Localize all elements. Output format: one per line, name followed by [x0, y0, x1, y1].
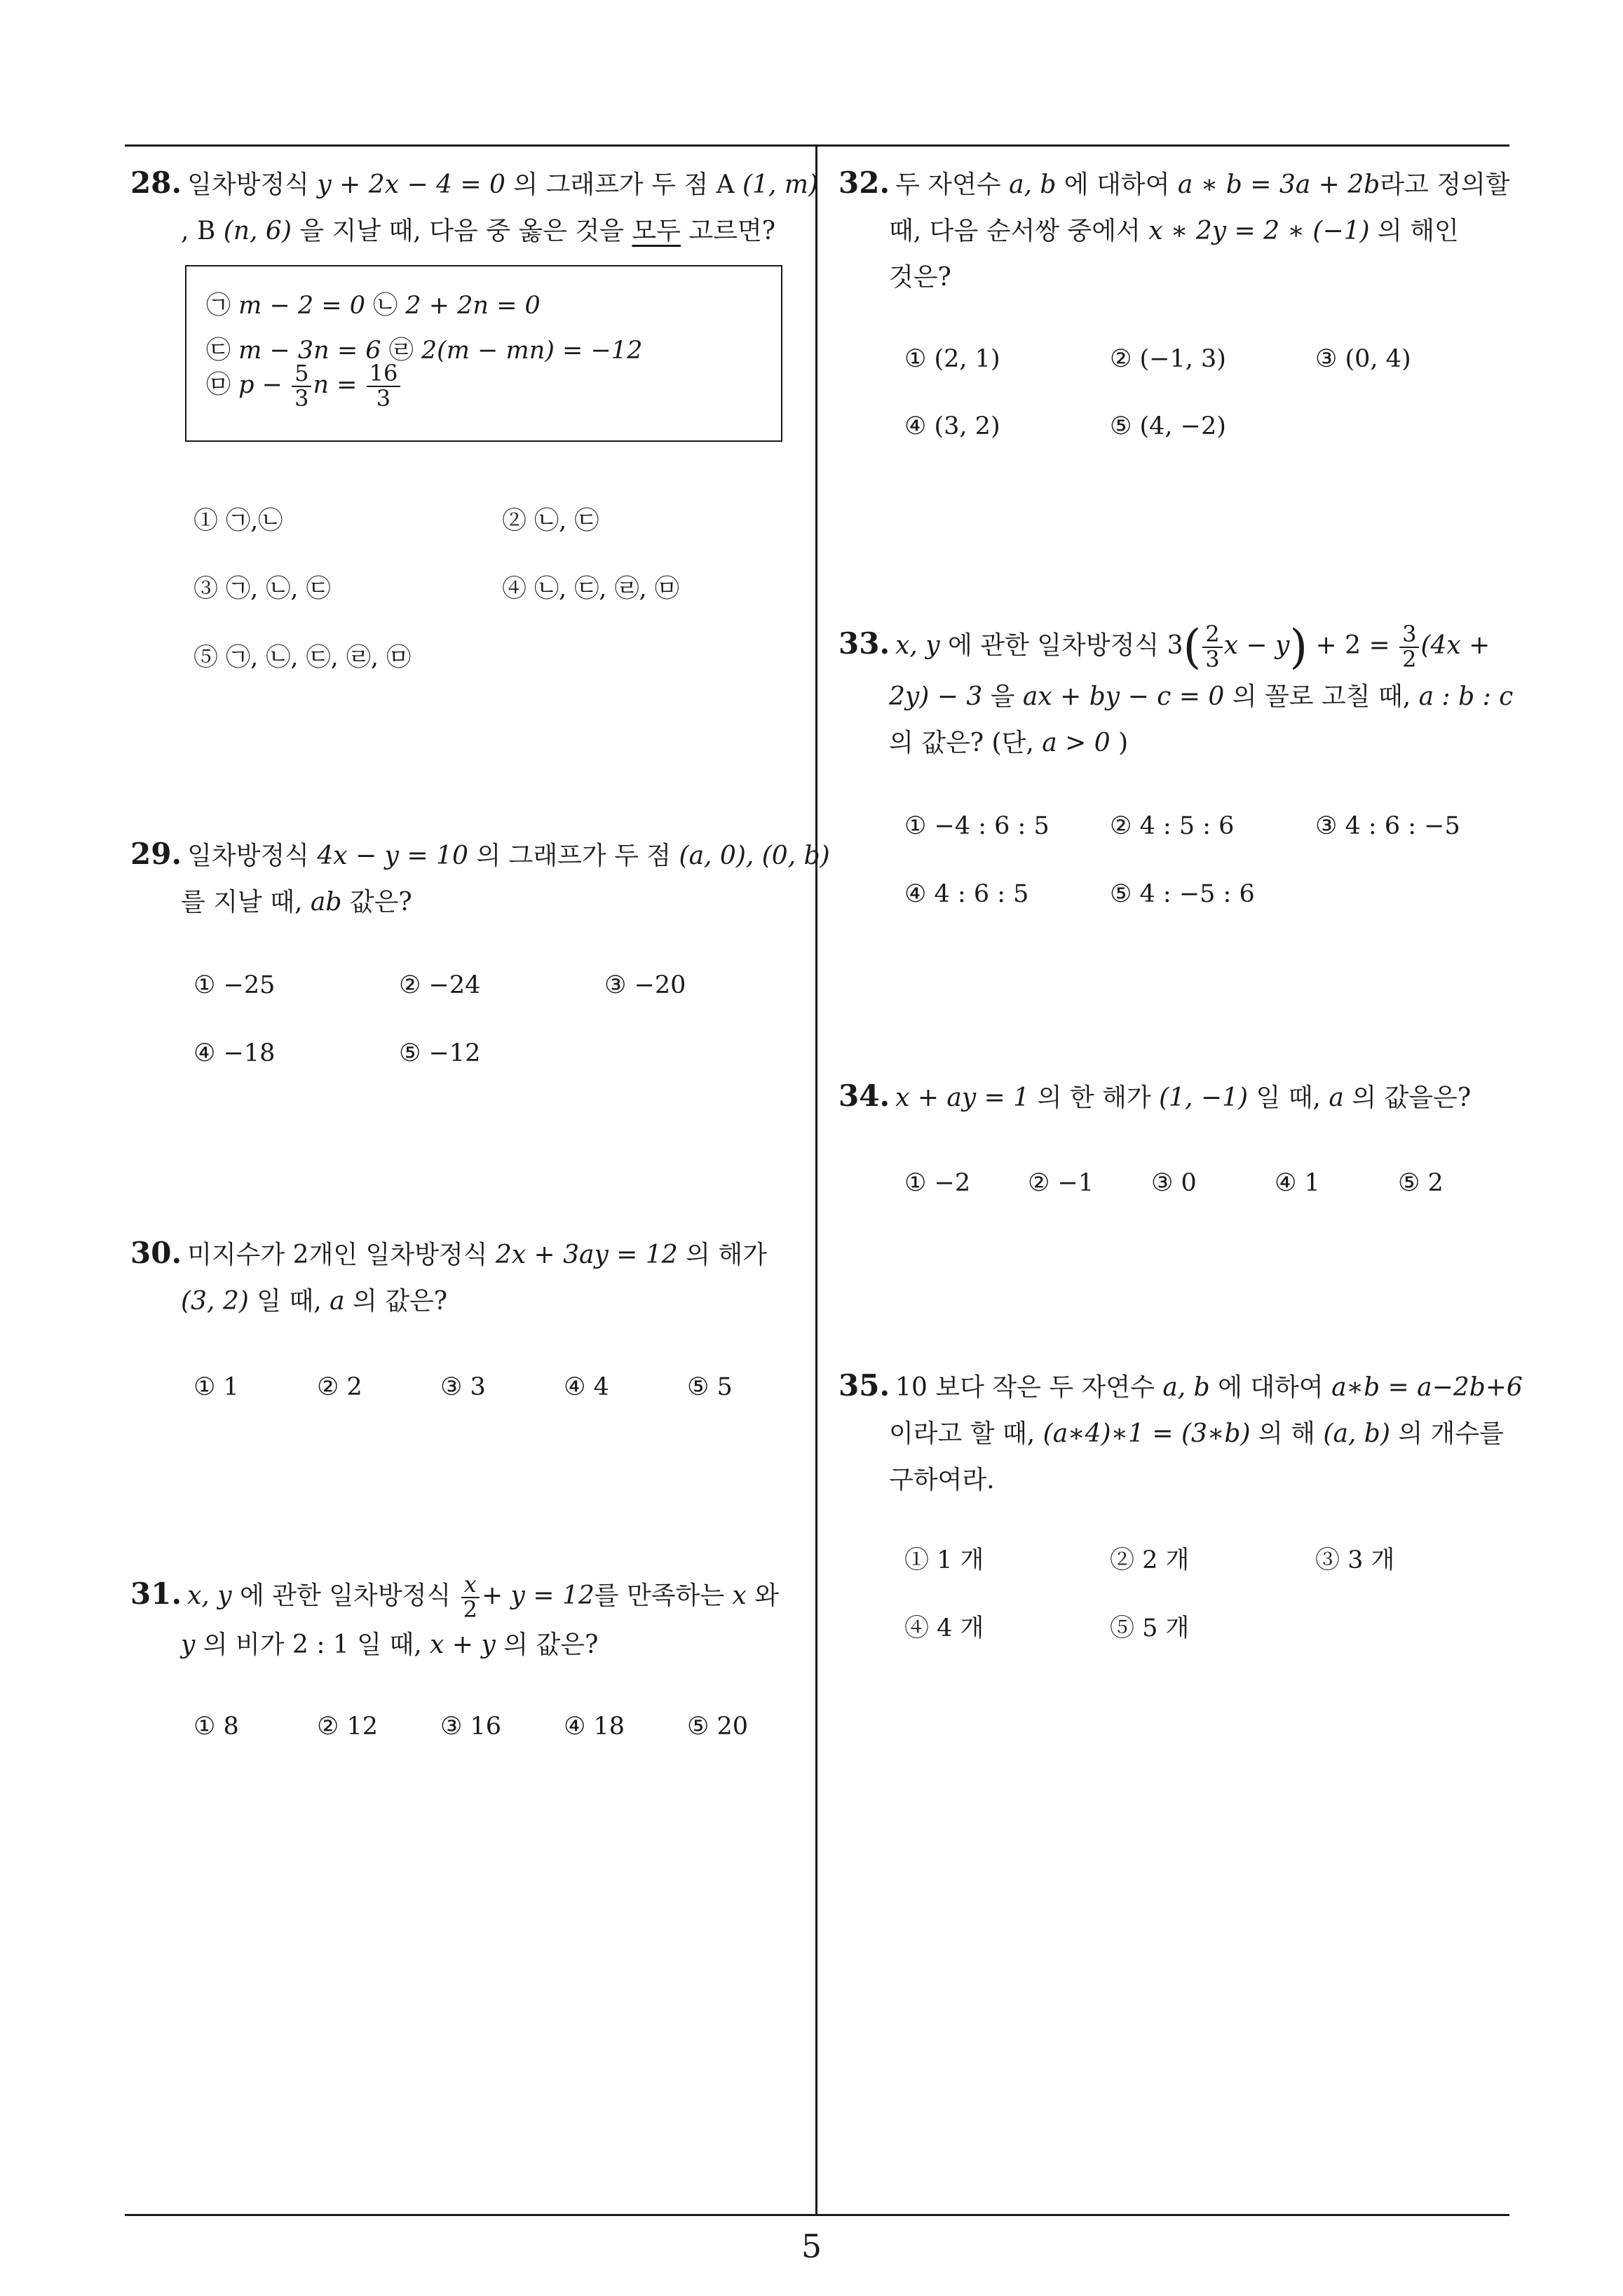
choice-4[interactable]: ④ 4	[564, 1373, 609, 1401]
choice-4[interactable]: ④ 4 : 6 : 5	[904, 880, 1029, 908]
choice-4[interactable]: ④ 4 개	[904, 1614, 984, 1642]
statement-row: ㉤ p − $\frac{5}{3}$ n = $\frac{16}{3}$	[206, 362, 402, 410]
choice-2[interactable]: ② 2	[317, 1373, 362, 1401]
choice-1[interactable]: ① ㉠,㉡	[193, 507, 283, 535]
choice-2[interactable]: ② ㉡, ㉢	[502, 507, 599, 535]
question-30: 30. 미지수가 2개인 일차방정식 2x + 3ay = 12 의 해가 (3, 2) 일 때, a 의 값은?	[130, 1236, 767, 1316]
question-28: 28. 일차방정식 y + 2x − 4 = 0 의 그래프가 두 점 A (1, m) , B (n, 6) 을 지날 때, 다음 중 옳은 것을 모두 고르면?	[130, 166, 819, 245]
choice-5[interactable]: ⑤ 5	[687, 1373, 733, 1401]
statement-row: ㉠ m − 2 = 0 ㉡ 2 + 2n = 0	[206, 292, 541, 320]
choice-5[interactable]: ⑤ ㉠, ㉡, ㉢, ㉣, ㉤	[193, 644, 412, 672]
choice-5[interactable]: ⑤ 5 개	[1110, 1614, 1190, 1642]
question-number: 29.	[130, 837, 182, 871]
question-34: 34. x + ay = 1 의 한 해가 (1, −1) 일 때, a 의 값을은?	[838, 1079, 1472, 1113]
choice-5[interactable]: ⑤ 2	[1398, 1169, 1444, 1197]
emphasis-underline: 모두	[632, 217, 681, 245]
question-31: 31. x, y 에 관한 일차방정식 $\frac{x}{2}$ + y = 12를 만족하는 x 와 y 의 비가 2 : 1 일 때, x + y 의 값은?	[130, 1571, 780, 1659]
question-29: 29. 일차방정식 4x − y = 10 의 그래프가 두 점 (a, 0), (0, b) 를 지날 때, ab 값은?	[130, 837, 830, 917]
fraction: $\frac{3}{2}$	[1399, 623, 1419, 671]
choice-1[interactable]: ① −2	[904, 1169, 971, 1197]
question-number: 35.	[838, 1368, 890, 1403]
choice-4[interactable]: ④ 18	[564, 1713, 625, 1741]
choice-1[interactable]: ① −25	[193, 971, 276, 999]
choice-3[interactable]: ③ 0	[1151, 1169, 1197, 1197]
choice-3[interactable]: ③ 3	[440, 1373, 486, 1401]
bottom-rule	[125, 2214, 1509, 2216]
column-divider	[815, 144, 817, 2216]
fraction: $\frac{16}{3}$	[367, 362, 401, 410]
choice-2[interactable]: ② 12	[317, 1713, 379, 1741]
choice-1[interactable]: ① 8	[193, 1713, 239, 1741]
choice-2[interactable]: ② 4 : 5 : 6	[1110, 812, 1235, 840]
choice-4[interactable]: ④ −18	[193, 1039, 276, 1067]
question-number: 31.	[130, 1576, 182, 1611]
choice-1[interactable]: ① 1	[193, 1373, 239, 1401]
choice-3[interactable]: ③ ㉠, ㉡, ㉢	[193, 575, 331, 603]
fraction: $\frac{2}{3}$	[1202, 623, 1222, 671]
choice-5[interactable]: ⑤ 4 : −5 : 6	[1110, 880, 1255, 908]
choice-4[interactable]: ④ ㉡, ㉢, ㉣, ㉤	[502, 575, 679, 603]
question-number: 30.	[130, 1236, 182, 1270]
choice-1[interactable]: ① (2, 1)	[904, 345, 1000, 373]
page-number: 5	[801, 2227, 822, 2265]
choice-1[interactable]: ① −4 : 6 : 5	[904, 812, 1050, 840]
choice-3[interactable]: ③ 16	[440, 1713, 502, 1741]
question-35: 35. 10 보다 작은 두 자연수 a, b 에 대하여 a∗b = a−2b+6 이라고 할 때, (a∗4)∗1 = (3∗b) 의 해 (a, b) 의 개수를 구하여라.	[838, 1368, 1523, 1494]
fraction: $\frac{x}{2}$	[461, 1573, 480, 1621]
choice-1[interactable]: ① 1 개	[904, 1546, 984, 1574]
statement-row: ㉢ m − 3n = 6 ㉣ 2(m − mn) = −12	[206, 337, 643, 365]
fraction: $\frac{5}{3}$	[292, 362, 311, 410]
question-number: 34.	[838, 1079, 890, 1113]
question-32: 32. 두 자연수 a, b 에 대하여 a ∗ b = 3a + 2b라고 정의할 때, 다음 순서쌍 중에서 x ∗ 2y = 2 ∗ (−1) 의 해인 것은?	[838, 166, 1510, 292]
question-33: 33. x, y 에 관한 일차방정식 3( $\frac{2}{3}$ x − y) + 2 = $\frac{3}{2}$ (4x + 2y) − 3 을 ax + by − c = 0 의 꼴로 고칠 때, a : b : c 의 값은? (단, a > 0 )	[838, 620, 1514, 757]
choice-5[interactable]: ⑤ −12	[399, 1039, 481, 1067]
choice-3[interactable]: ③ 3 개	[1315, 1546, 1395, 1574]
choice-2[interactable]: ② (−1, 3)	[1110, 345, 1226, 373]
choice-3[interactable]: ③ (0, 4)	[1315, 345, 1411, 373]
choice-5[interactable]: ⑤ 20	[687, 1713, 749, 1741]
choice-5[interactable]: ⑤ (4, −2)	[1110, 412, 1226, 440]
choice-3[interactable]: ③ −20	[604, 971, 686, 999]
choice-2[interactable]: ② −1	[1028, 1169, 1094, 1197]
choice-2[interactable]: ② 2 개	[1110, 1546, 1190, 1574]
question-number: 33.	[838, 626, 890, 661]
choice-4[interactable]: ④ (3, 2)	[904, 412, 1000, 440]
statement-box	[185, 265, 782, 442]
choice-4[interactable]: ④ 1	[1275, 1169, 1320, 1197]
question-number: 32.	[838, 166, 890, 200]
question-number: 28.	[130, 166, 182, 200]
choice-2[interactable]: ② −24	[399, 971, 481, 999]
choice-3[interactable]: ③ 4 : 6 : −5	[1315, 812, 1460, 840]
